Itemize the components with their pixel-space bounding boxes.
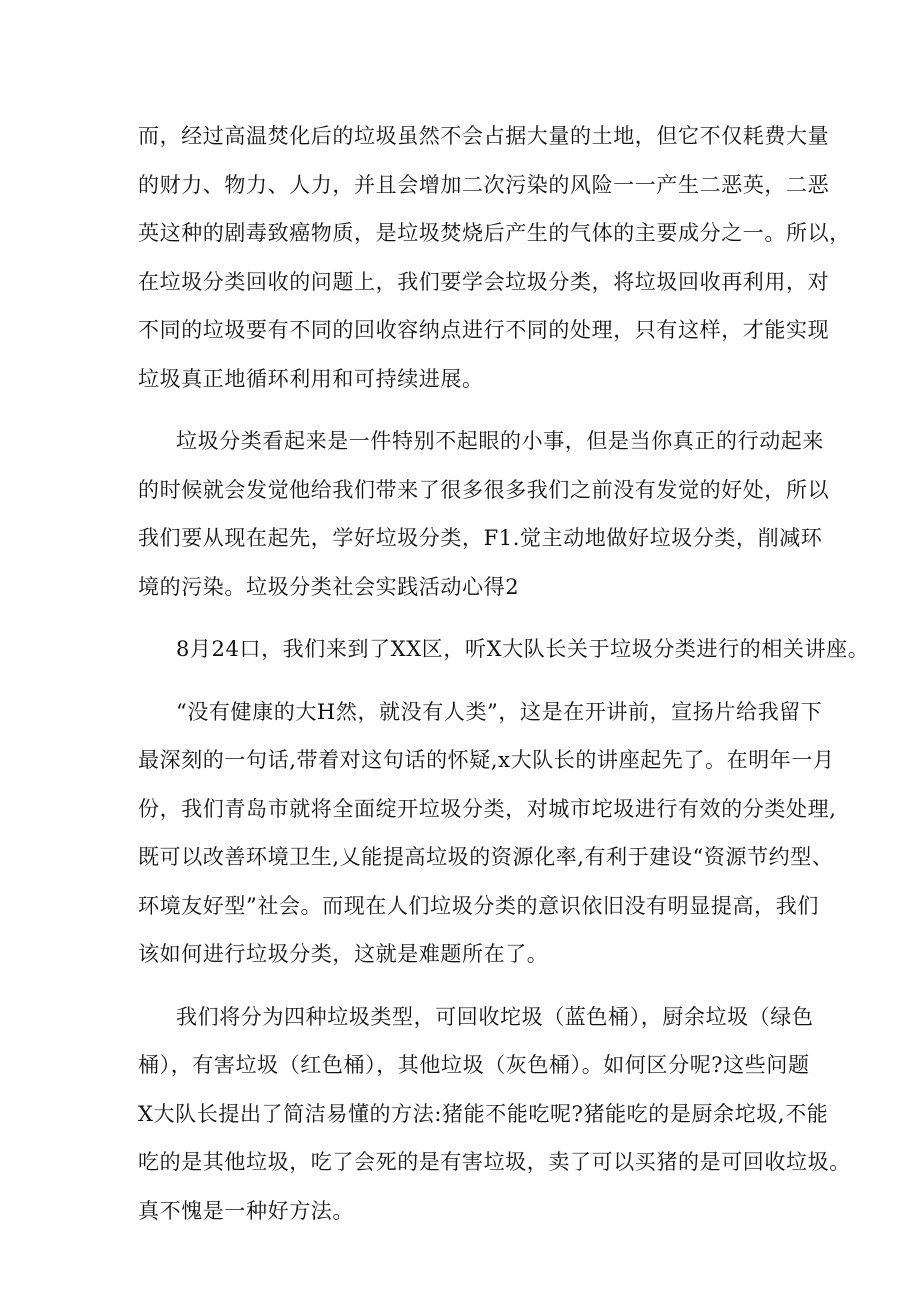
text-line: 在垃圾分类回收的问题上，我们要学会垃圾分类，将垃圾回收再利用，对 — [138, 269, 830, 294]
text-line: 该如何进行垃圾分类，这就是难题所在了。 — [138, 942, 549, 966]
text-line: 我们要从现在起先，学好垃圾分类，F1.觉主动地做好垃圾分类，削减环 — [138, 526, 823, 550]
paragraph-spacer — [138, 611, 788, 625]
text-line: 我们将分为四种垃圾类型，可回收坨圾（蓝色桶），厨余垃圾（绿色 — [176, 1004, 814, 1029]
text-line: 英这种的剧毒致癌物质，是垃圾焚烧后产生的气体的主要成分之一。所以， — [138, 221, 851, 245]
text-line: 不同的垃圾要有不同的回收容纳点进行不同的处理，只有这样，才能实现 — [138, 318, 830, 342]
paragraph-spacer — [138, 979, 788, 993]
paragraph-spacer — [138, 403, 788, 417]
paragraph-5 — [138, 993, 851, 1236]
text-line: 桶），有害垃圾（红色桶），其他垃圾（灰色桶）。如何区分呢?这些问题 — [138, 1053, 810, 1077]
paragraph-2 — [138, 417, 830, 611]
text-line: 垃圾分类看起来是一件特别不起眼的小事，但是当你真正的行动起来 — [176, 429, 824, 453]
paragraph-4 — [138, 688, 837, 979]
text-line: 垃圾真正地循环利用和可持续进展。 — [138, 366, 484, 391]
paragraph-spacer — [138, 674, 788, 688]
text-line: 的财力、物力、人力，并且会增加二次污染的风险一一产生二恶英，二恶 — [138, 172, 830, 197]
text-line: 境的污染。垃圾分类社会实践活动心得2 — [138, 574, 520, 599]
text-line: 吃的是其他垃圾，吃了会死的是有害垃圾，卖了可以买猪的是可回收垃圾。 — [138, 1150, 851, 1174]
text-line: 的时候就会发觉他给我们带来了很多很多我们之前没有发觉的好处，所以 — [138, 477, 830, 502]
text-line: 而，经过高温焚化后的垃圾虽然不会占据大量的土地，但它不仅耗费大量 — [138, 124, 830, 148]
text-line: 真不愧是一种好方法。 — [138, 1198, 354, 1223]
text-line: 既可以改善环境卫生,乂能提高垃圾的资源化率,有利于建设“资源节约型、 — [138, 845, 834, 869]
paragraph-3 — [138, 625, 870, 674]
paragraph-1 — [138, 112, 851, 403]
text-line: 份，我们青岛市就将全面绽开垃圾分类，对城市坨圾进行有效的分类处理, — [138, 796, 837, 821]
text-line: “没有健康的大H然，就没有人类”，这是在开讲前，宣扬片给我留下 — [176, 699, 823, 724]
text-line: 最深刻的一句话,带着对这句话的怀疑,x大队长的讲座起先了。在明年一月 — [138, 748, 835, 772]
text-line: 8月24口，我们来到了XX区，听X大队长关于垃圾分类进行的相关讲座。 — [176, 637, 870, 661]
document-body — [138, 112, 870, 1235]
text-line: 环境友好型”社会。而现在人们垃圾分类的意识依旧没有明显提高，我们 — [138, 893, 819, 918]
text-line: X大队长提出了简洁易懂的方法:猪能不能吃呢?猪能吃的是厨余坨圾,不能 — [138, 1101, 829, 1126]
